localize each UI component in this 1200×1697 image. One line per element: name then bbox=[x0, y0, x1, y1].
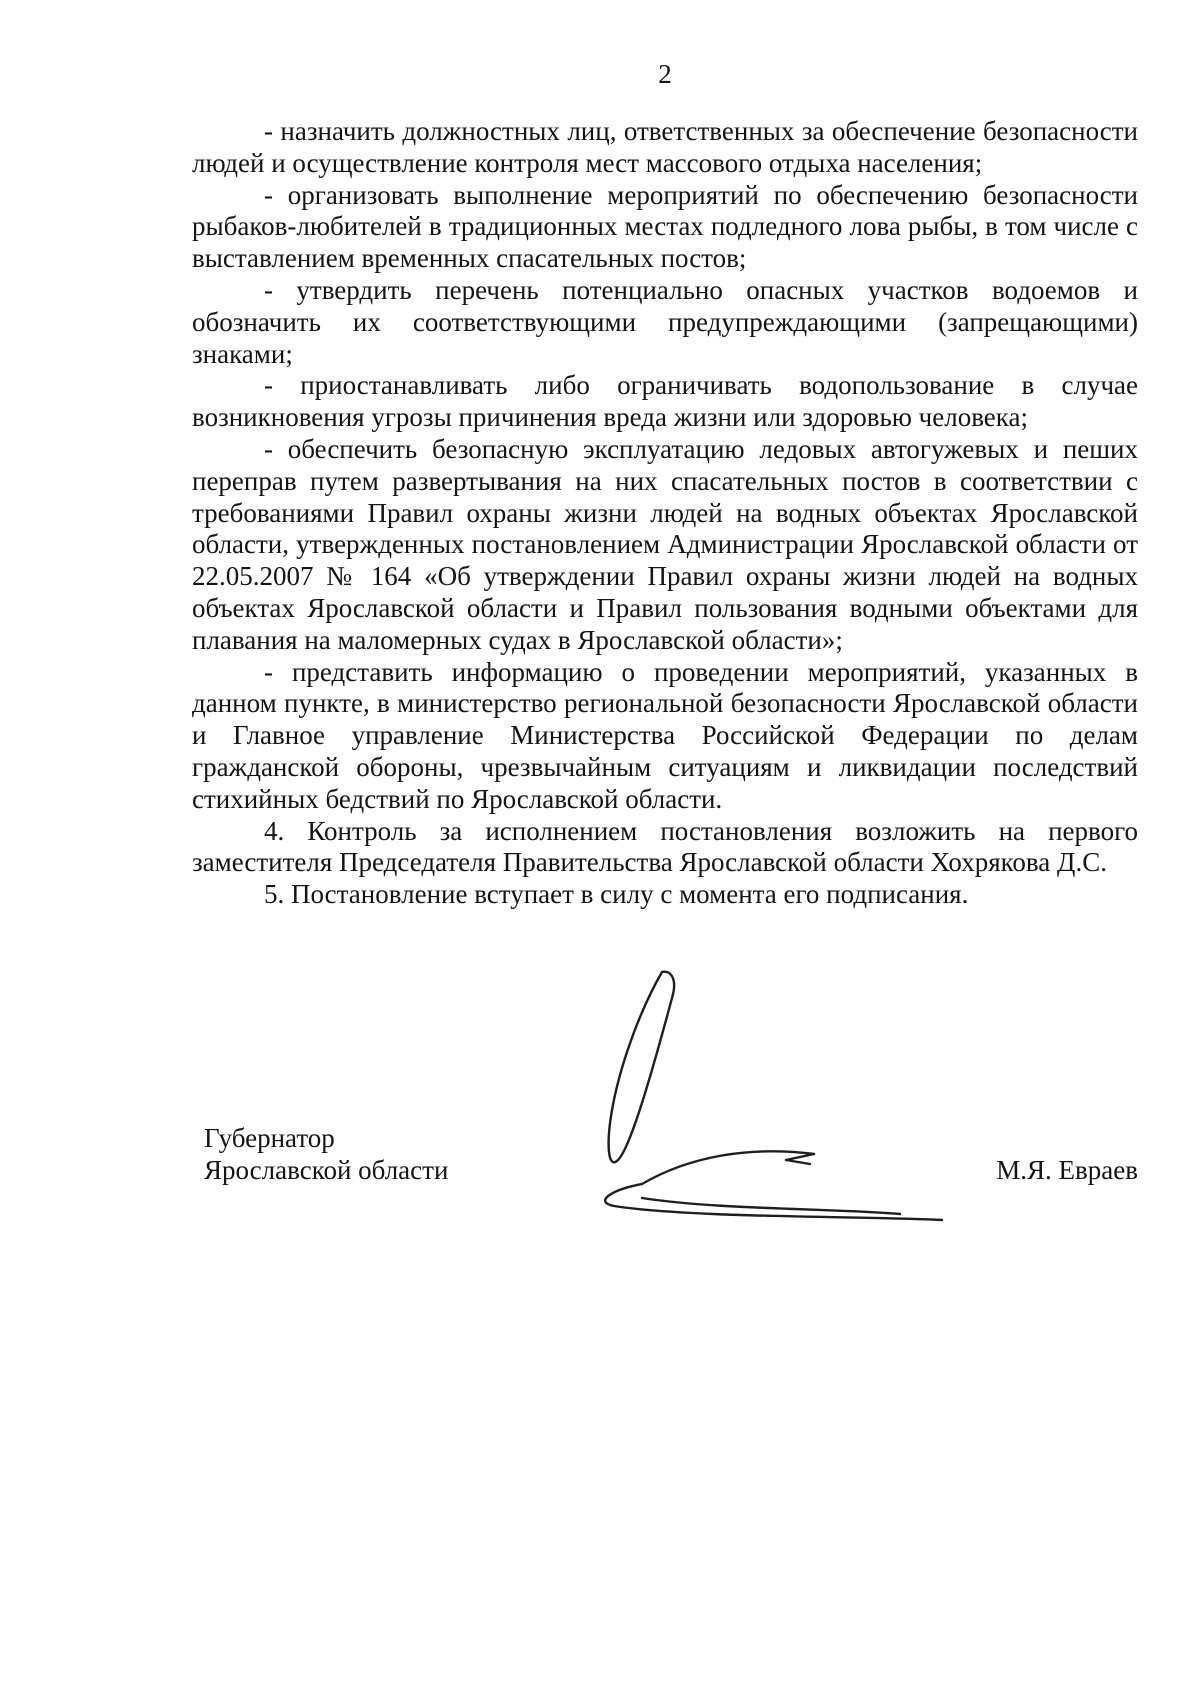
page-number: 2 bbox=[658, 59, 672, 89]
paragraph-control: 4. Контроль за исполнением постановления возложить на первого заместителя Председателя Правительства Ярославской области Хохрякова Д.С. bbox=[192, 815, 1138, 878]
paragraph-dangerous-areas: - утвердить перечень потенциально опасных участков водоемов и обозначить их соответствующими предупреждающими (запрещающими) знаками; bbox=[192, 274, 1138, 369]
document-body bbox=[192, 116, 1138, 911]
signer-title-line-2: Ярославской области bbox=[204, 1155, 449, 1185]
paragraph-report-information: - представить информацию о проведении мероприятий, указанных в данном пункте, в министерство региональной безопасности Ярославской области и Главное управление Министерства Российской Федерации по делам гражданской обороны, чрезвычайным ситуациям и ликвидации последствий стихийных бедствий по Ярославской области. bbox=[192, 656, 1138, 814]
signer-title-line-1: Губернатор bbox=[204, 1123, 335, 1153]
signer-name: М.Я. Евраев bbox=[996, 1155, 1138, 1185]
signature-block bbox=[192, 1122, 1138, 1242]
paragraph-water-use-restriction: - приостанавливать либо ограничивать водопользование в случае возникновения угрозы причинения вреда жизни или здоровью человека; bbox=[192, 370, 1138, 433]
paragraph-fishermen-safety: - организовать выполнение мероприятий по обеспечению безопасности рыбаков-любителей в традиционных местах подледного лова рыбы, в том числе с выставлением временных спасательных постов; bbox=[192, 179, 1138, 274]
paragraph-entry-into-force: 5. Постановление вступает в силу с момента его подписания. bbox=[264, 879, 969, 910]
paragraph-ice-crossings: - обеспечить безопасную эксплуатацию ледовых автогужевых и пеших переправ путем развертывания на них спасательных постов в соответствии с требованиями Правил охраны жизни людей на водных объектах Ярославской области, утвержденных постановлением Администрации Ярославской области от 22.05.2007 № 164 «Об утверждении Правил охраны жизни людей на водных объектах Ярославской области и Правил пользования водными объектами для плавания на маломерных судах в Ярославской области»; bbox=[192, 433, 1138, 655]
signer-title bbox=[204, 1122, 448, 1186]
paragraph-assign-officials: - назначить должностных лиц, ответственных за обеспечение безопасности людей и осуществление контроля мест массового отдыха населения; bbox=[192, 116, 1138, 178]
